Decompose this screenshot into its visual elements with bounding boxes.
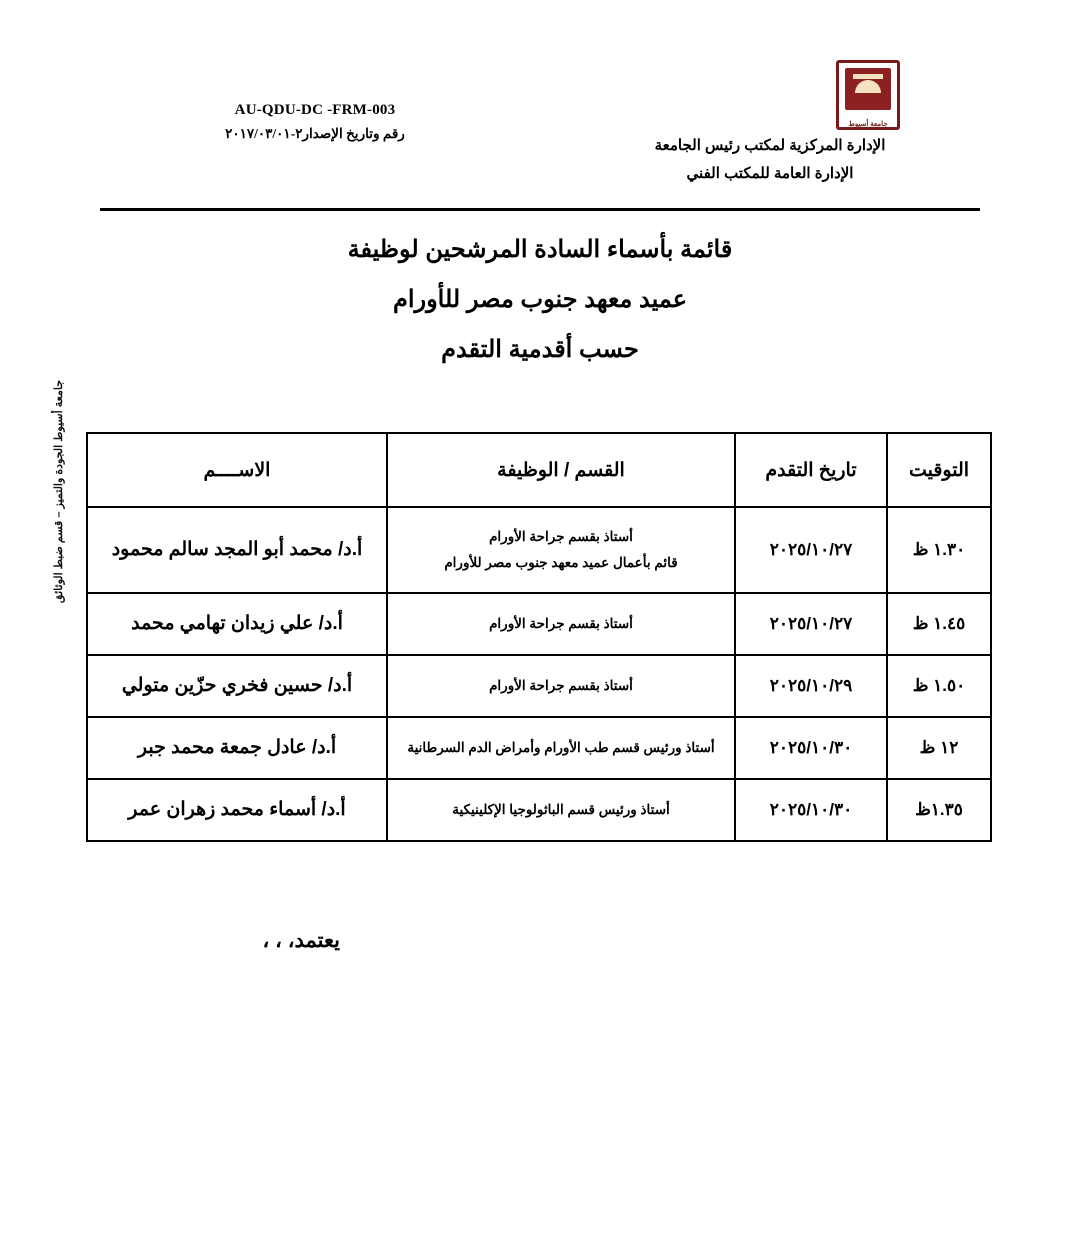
column-header-position: القسم / الوظيفة	[387, 433, 735, 507]
column-header-time: التوقيت	[887, 433, 991, 507]
table-row	[87, 717, 991, 779]
approval-note: يعتمد، ، ،	[262, 929, 340, 952]
title-line-2: عميد معهد جنوب مصر للأورام	[392, 286, 688, 313]
cell-time: ١.٥٠ ظ	[887, 655, 991, 717]
table-row	[87, 593, 991, 655]
cell-time: ١.٣٠ ظ	[887, 507, 991, 593]
cell-name: أ.د/ عادل جمعة محمد جبر	[87, 717, 387, 779]
cell-position	[387, 779, 735, 841]
cell-position	[387, 717, 735, 779]
cell-time: ١.٤٥ ظ	[887, 593, 991, 655]
organization-line-2: الإدارة العامة للمكتب الفني	[686, 165, 854, 182]
logo-bar-shape	[853, 74, 883, 79]
candidates-table-container	[88, 432, 992, 842]
side-margin-note: جامعة أسيوط الجودة والتميز – قسم ضبط الوثائق	[53, 380, 65, 604]
organization-block	[560, 136, 980, 182]
form-issue-date: رقم وتاريخ الإصدار٢-٢٠١٧/٠٣/٠١	[225, 126, 405, 141]
candidates-table	[86, 432, 992, 842]
position-line-1: أستاذ ورئيس قسم طب الأورام وأمراض الدم السرطانية	[407, 740, 715, 756]
logo-caption: جامعة أسيوط	[848, 121, 888, 128]
table-row	[87, 779, 991, 841]
document-header	[0, 60, 1080, 210]
position-line-1: أستاذ بقسم جراحة الأورام	[489, 616, 633, 632]
page-title	[0, 238, 1080, 388]
cell-position	[387, 507, 735, 593]
position-line-1: أستاذ بقسم جراحة الأورام	[489, 678, 633, 694]
cell-date: ٢٠٢٥/١٠/٣٠	[735, 779, 887, 841]
header-divider	[100, 208, 980, 211]
cell-name: أ.د/ أسماء محمد زهران عمر	[87, 779, 387, 841]
cell-time: ١.٣٥ظ	[887, 779, 991, 841]
cell-time: ١٢ ظ	[887, 717, 991, 779]
cell-name: أ.د/ حسين فخري حزّين متولي	[87, 655, 387, 717]
cell-name: أ.د/ علي زيدان تهامي محمد	[87, 593, 387, 655]
assiut-university-logo-icon	[836, 60, 900, 130]
position-line-1: أستاذ ورئيس قسم الباثولوجيا الإكلينيكية	[452, 802, 670, 818]
position-line-2: قائم بأعمال عميد معهد جنوب مصر للأورام	[444, 555, 678, 570]
column-header-date: تاريخ التقدم	[735, 433, 887, 507]
title-line-3: حسب أقدمية التقدم	[441, 336, 639, 363]
cell-position	[387, 655, 735, 717]
organization-line-1: الإدارة المركزية لمكتب رئيس الجامعة	[654, 137, 886, 154]
cell-date: ٢٠٢٥/١٠/٢٧	[735, 593, 887, 655]
cell-position	[387, 593, 735, 655]
table-row	[87, 655, 991, 717]
position-line-1: أستاذ بقسم جراحة الأورام	[489, 529, 633, 545]
title-line-1: قائمة بأسماء السادة المرشحين لوظيفة	[347, 236, 733, 263]
cell-date: ٢٠٢٥/١٠/٢٧	[735, 507, 887, 593]
form-code: AU-QDU-DC -FRM-003	[234, 102, 396, 118]
cell-date: ٢٠٢٥/١٠/٢٩	[735, 655, 887, 717]
cell-date: ٢٠٢٥/١٠/٣٠	[735, 717, 887, 779]
table-header-row	[87, 433, 991, 507]
column-header-name: الاســــم	[87, 433, 387, 507]
table-row	[87, 507, 991, 593]
cell-name: أ.د/ محمد أبو المجد سالم محمود	[87, 507, 387, 593]
